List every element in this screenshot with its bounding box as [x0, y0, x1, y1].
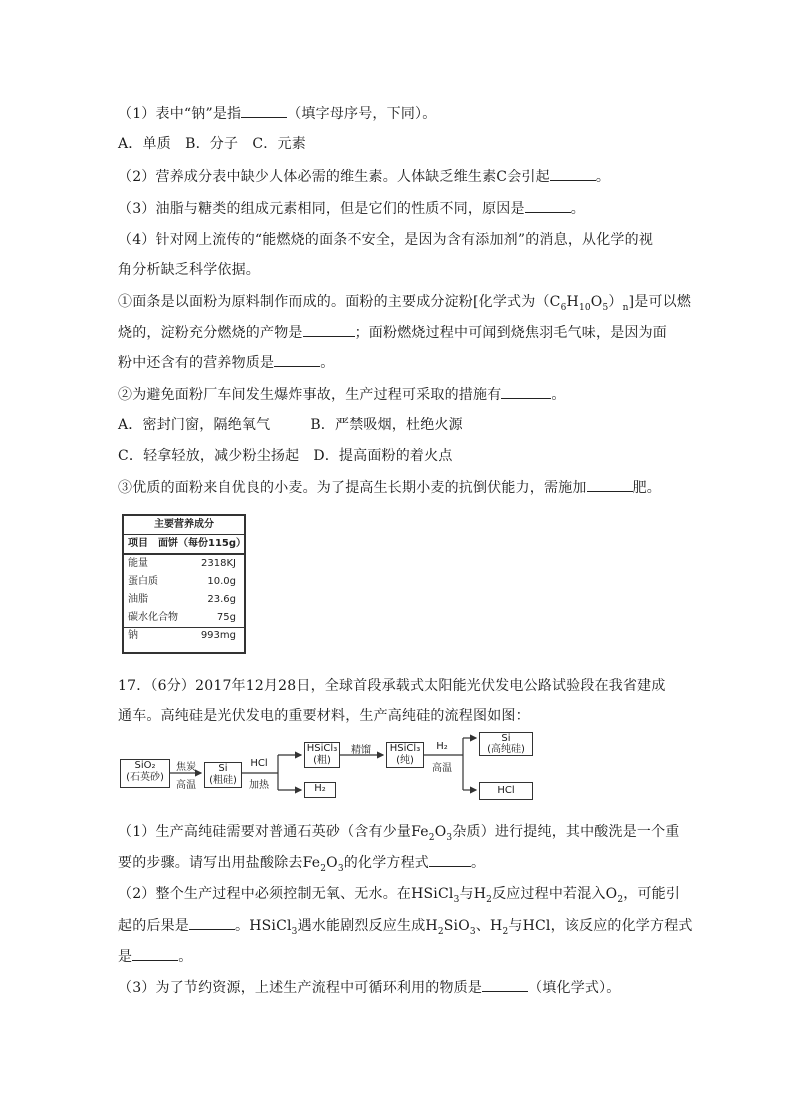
flow-box-crude-silicon: Si (粗硅) [204, 762, 242, 788]
answer-blank[interactable] [274, 352, 320, 367]
q17-part2-line3: 是 。 [118, 946, 192, 967]
q16-part2: （2）营养成分表中缺少人体必需的维生素。人体缺乏维生素C会引起 。 [118, 166, 610, 187]
nutrition-table-header: 项目 面饼（每份115g） [124, 535, 244, 555]
q16-c1-line3: 粉中还含有的营养物质是 。 [118, 352, 334, 373]
answer-blank[interactable] [587, 477, 633, 492]
q16-part4-line1: （4）针对网上流传的“能燃烧的面条不安全，是因为含有添加剂”的消息，从化学的视 [118, 232, 654, 248]
q16-c1-line1: ①面条是以面粉为原料制作而成的。面粉的主要成分淀粉[化学式为$(C_6H_{10}O_5)_n$]是可以燃 [118, 294, 692, 313]
nutrition-row: 蛋白质 10.0g [128, 576, 236, 587]
flow-box-crude-hsicl3: HSiCl₃ (粗) [304, 742, 340, 768]
q16-c2-options-row1: A．密封门窗，隔绝氧气 B．严禁吸烟，杜绝火源 [118, 417, 463, 433]
q17-intro-line2: 通车。高纯硅是光伏发电的重要材料，生产高纯硅的流程图如图： [118, 708, 530, 724]
flow-box-quartz-sand: SiO₂ (石英砂) [120, 759, 170, 788]
nutrition-row: 能量 2318KJ [128, 558, 236, 569]
flow-label-coke: 焦炭 [176, 762, 196, 773]
nutrition-table [122, 514, 246, 654]
flow-label-heating: 加热 [249, 780, 269, 791]
answer-blank[interactable] [550, 166, 596, 181]
q16-c3: ③优质的面粉来自优良的小麦。为了提高生长期小麦的抗倒伏能力，需施加 肥。 [118, 477, 661, 498]
answer-blank[interactable] [189, 915, 235, 930]
nutrition-table-title: 主要营养成分 [124, 516, 244, 535]
q16-c1-line2: 烧的，淀粉充分燃烧的产物是 ；面粉燃烧过程中可闻到烧焦羽毛气味，是因为面 [118, 322, 667, 343]
flow-diagram [118, 732, 558, 804]
nutrition-row: 钠 993mg [124, 627, 244, 644]
flow-box-pure-hsicl3: HSiCl₃ (纯) [386, 742, 424, 768]
flow-box-high-purity-silicon: Si (高纯硅) [479, 732, 533, 756]
answer-blank[interactable] [303, 322, 355, 337]
q17-part2-line1: （2）整个生产过程中必须控制无氧、无水。在HSiCl$_3$与$H_2$反应过程中若混入$O_2$，可能引 [118, 886, 681, 905]
flow-label-high-temp-2: 高温 [432, 763, 452, 774]
nutrition-row: 碳水化合物 75g [128, 612, 236, 623]
q16-c2-line1: ②为避免面粉厂车间发生爆炸事故，生产过程可采取的措施有 。 [118, 384, 566, 405]
flow-label-h2-reagent: H₂ [436, 741, 448, 752]
answer-blank[interactable] [429, 852, 471, 867]
answer-blank[interactable] [501, 384, 551, 399]
flow-label-distillation: 精馏 [351, 745, 371, 756]
q17-part3: （3）为了节约资源，上述生产流程中可循环利用的物质是 （填化学式）。 [118, 977, 621, 998]
flow-label-hcl: HCl [250, 758, 268, 769]
flow-label-high-temp: 高温 [176, 780, 196, 791]
q16-c2-options-row2: C．轻拿轻放，减少粉尘扬起 D．提高面粉的着火点 [118, 448, 453, 464]
q17-part1-line1: （1）生产高纯硅需要对普通石英砂（含有少量$Fe_2O_3$杂质）进行提纯，其中酸洗是一个重 [118, 824, 680, 843]
q16-part3: （3）油脂与糖类的组成元素相同，但是它们的性质不同，原因是 。 [118, 198, 585, 219]
answer-blank[interactable] [482, 977, 528, 992]
q17-intro-line1: 17．（6分）2017年12月28日，全球首段承载式太阳能光伏发电公路试验段在我省建成 [118, 678, 666, 694]
nutrition-row: 油脂 23.6g [128, 594, 236, 605]
q16-part4-line2: 角分析缺乏科学依据。 [118, 262, 260, 278]
flow-box-h2: H₂ [304, 782, 336, 798]
answer-blank[interactable] [241, 103, 287, 118]
answer-blank[interactable] [525, 198, 571, 213]
q17-part2-line2: 起的后果是 。HSiCl$_3$遇水能剧烈反应生成$H_2SiO_3$、$H_2$与HCl，该反应的化学方程式 [118, 915, 693, 942]
q16-part1-options: A．单质 B．分子 C．元素 [118, 136, 306, 152]
q17-part1-line2: 要的步骤。请写出用盐酸除去$Fe_2O_3$的化学方程式 。 [118, 852, 485, 879]
answer-blank[interactable] [132, 946, 178, 961]
flow-box-hcl: HCl [479, 782, 533, 800]
q16-part1: （1）表中“钠”是指 （填字母序号，下同）。 [118, 103, 436, 124]
